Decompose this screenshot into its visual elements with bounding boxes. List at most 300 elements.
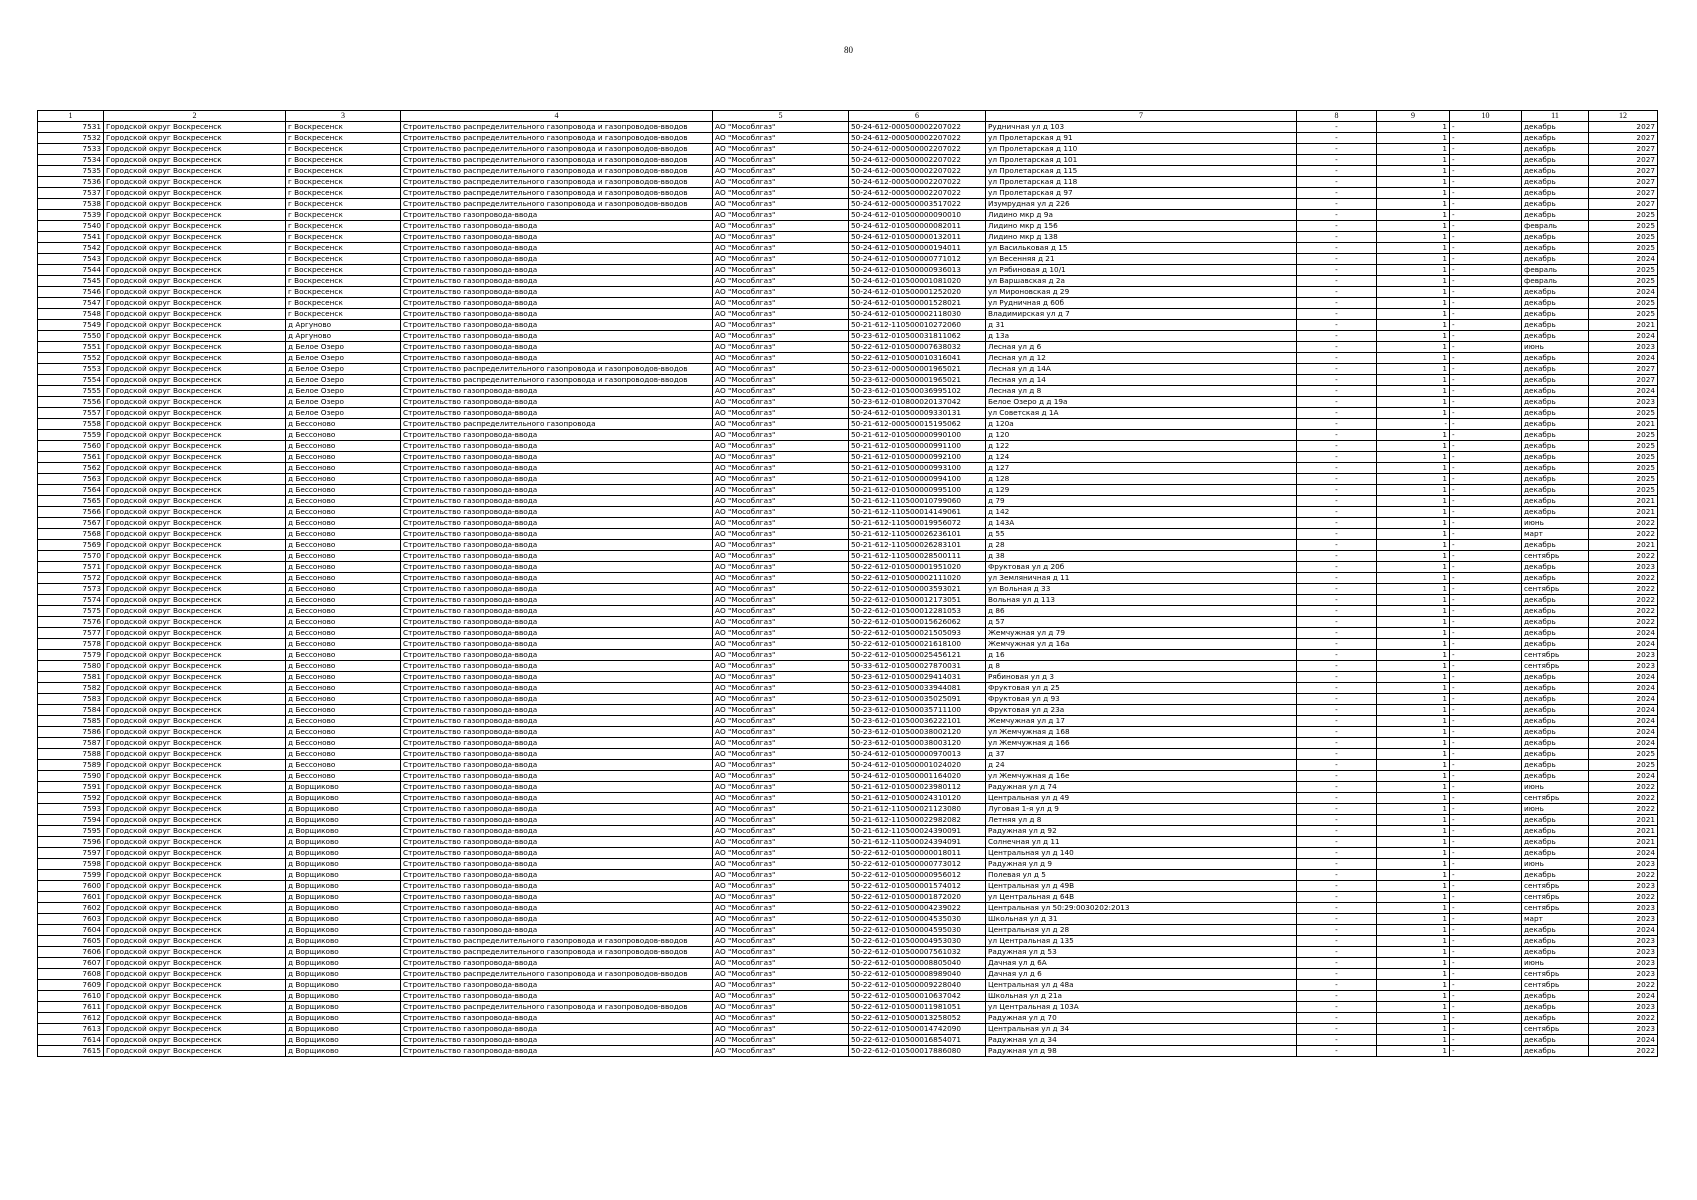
table-cell: декабрь bbox=[1522, 452, 1589, 463]
table-cell: - bbox=[1450, 133, 1522, 144]
table-cell: д 13а bbox=[986, 331, 1297, 342]
table-cell: 7541 bbox=[38, 232, 104, 243]
table-cell: 1 bbox=[1377, 815, 1450, 826]
table-cell: 50-21-612-010500024310120 bbox=[849, 793, 986, 804]
table-cell: Строительство газопровода-ввода bbox=[401, 496, 713, 507]
table-cell: г Воскресенск bbox=[286, 265, 401, 276]
table-cell: 1 bbox=[1377, 826, 1450, 837]
table-cell: - bbox=[1450, 441, 1522, 452]
table-cell: ул Весенняя д 21 bbox=[986, 254, 1297, 265]
table-cell: декабрь bbox=[1522, 771, 1589, 782]
table-cell: 7570 bbox=[38, 551, 104, 562]
table-row bbox=[38, 727, 1658, 738]
table-cell: - bbox=[1450, 298, 1522, 309]
table-cell: - bbox=[1450, 881, 1522, 892]
table-cell: декабрь bbox=[1522, 375, 1589, 386]
table-cell: 1 bbox=[1377, 265, 1450, 276]
table-cell: 2021 bbox=[1589, 419, 1658, 430]
table-cell: д Бессоново bbox=[286, 661, 401, 672]
table-cell: АО "Мособлгаз" bbox=[713, 276, 849, 287]
table-cell: д Ворщиково bbox=[286, 782, 401, 793]
table-cell: д Ворщиково bbox=[286, 1013, 401, 1024]
table-cell: - bbox=[1450, 848, 1522, 859]
table-cell: АО "Мособлгаз" bbox=[713, 144, 849, 155]
table-cell: 7543 bbox=[38, 254, 104, 265]
table-cell: - bbox=[1450, 144, 1522, 155]
table-cell: - bbox=[1297, 397, 1377, 408]
table-cell: - bbox=[1297, 826, 1377, 837]
table-cell: 2024 bbox=[1589, 386, 1658, 397]
table-cell: 1 bbox=[1377, 177, 1450, 188]
table-cell: декабрь bbox=[1522, 848, 1589, 859]
table-cell: 7596 bbox=[38, 837, 104, 848]
table-row bbox=[38, 562, 1658, 573]
table-cell: 2027 bbox=[1589, 166, 1658, 177]
table-cell: - bbox=[1450, 452, 1522, 463]
table-cell: 50-22-612-010500004535030 bbox=[849, 914, 986, 925]
table-row bbox=[38, 1002, 1658, 1013]
table-cell: 1 bbox=[1377, 188, 1450, 199]
table-cell: 7599 bbox=[38, 870, 104, 881]
table-cell: 2024 bbox=[1589, 639, 1658, 650]
table-cell: Строительство газопровода-ввода bbox=[401, 727, 713, 738]
table-cell: 50-24-612-010500009330131 bbox=[849, 408, 986, 419]
table-cell: Городской округ Воскресенск bbox=[104, 342, 286, 353]
table-cell: Городской округ Воскресенск bbox=[104, 606, 286, 617]
table-cell: Строительство газопровода-ввода bbox=[401, 232, 713, 243]
table-cell: Лесная ул д 14 bbox=[986, 375, 1297, 386]
table-cell: Городской округ Воскресенск bbox=[104, 694, 286, 705]
table-cell: Городской округ Воскресенск bbox=[104, 122, 286, 133]
table-cell: Лидино мкр д 156 bbox=[986, 221, 1297, 232]
table-cell: - bbox=[1450, 650, 1522, 661]
table-row bbox=[38, 133, 1658, 144]
table-cell: июнь bbox=[1522, 804, 1589, 815]
table-cell: 1 bbox=[1377, 892, 1450, 903]
table-cell: 2022 bbox=[1589, 529, 1658, 540]
table-cell: декабрь bbox=[1522, 1046, 1589, 1057]
table-cell: Городской округ Воскресенск bbox=[104, 727, 286, 738]
table-cell: д 28 bbox=[986, 540, 1297, 551]
table-cell: 50-22-612-010500000956012 bbox=[849, 870, 986, 881]
table-cell: - bbox=[1297, 177, 1377, 188]
table-cell: 2021 bbox=[1589, 826, 1658, 837]
table-cell: Городской округ Воскресенск bbox=[104, 518, 286, 529]
table-cell: - bbox=[1450, 265, 1522, 276]
table-cell: - bbox=[1450, 166, 1522, 177]
table-cell: - bbox=[1297, 606, 1377, 617]
table-row bbox=[38, 463, 1658, 474]
table-cell: - bbox=[1297, 1024, 1377, 1035]
table-cell: - bbox=[1450, 551, 1522, 562]
table-cell: д Бессоново bbox=[286, 738, 401, 749]
table-cell: 1 bbox=[1377, 397, 1450, 408]
table-cell: - bbox=[1450, 705, 1522, 716]
table-cell: АО "Мособлгаз" bbox=[713, 573, 849, 584]
table-cell: 1 bbox=[1377, 276, 1450, 287]
table-cell: - bbox=[1450, 1002, 1522, 1013]
table-cell: Городской округ Воскресенск bbox=[104, 683, 286, 694]
table-cell: 7554 bbox=[38, 375, 104, 386]
table-cell: 50-23-612-010500035025091 bbox=[849, 694, 986, 705]
table-cell: - bbox=[1297, 485, 1377, 496]
table-row bbox=[38, 144, 1658, 155]
table-cell: 7564 bbox=[38, 485, 104, 496]
table-cell: 2024 bbox=[1589, 1035, 1658, 1046]
table-cell: - bbox=[1450, 188, 1522, 199]
table-cell: Строительство газопровода-ввода bbox=[401, 1024, 713, 1035]
table-cell: 50-22-612-010500025456121 bbox=[849, 650, 986, 661]
table-cell: Строительство распределительного газопровода и газопроводов-вводов bbox=[401, 1002, 713, 1013]
table-cell: декабрь bbox=[1522, 573, 1589, 584]
table-cell: - bbox=[1297, 144, 1377, 155]
table-cell: АО "Мособлгаз" bbox=[713, 397, 849, 408]
table-cell: 7586 bbox=[38, 727, 104, 738]
table-cell: АО "Мособлгаз" bbox=[713, 463, 849, 474]
table-cell: 50-23-612-010500038002120 bbox=[849, 727, 986, 738]
table-cell: д Бессоново bbox=[286, 507, 401, 518]
table-cell: 7559 bbox=[38, 430, 104, 441]
table-cell: 7574 bbox=[38, 595, 104, 606]
table-cell: 7603 bbox=[38, 914, 104, 925]
table-cell: д Бессоново bbox=[286, 628, 401, 639]
table-cell: Городской округ Воскресенск bbox=[104, 716, 286, 727]
table-cell: 50-22-612-010500010637042 bbox=[849, 991, 986, 1002]
table-cell: - bbox=[1450, 914, 1522, 925]
table-row bbox=[38, 606, 1658, 617]
table-cell: - bbox=[1297, 441, 1377, 452]
table-cell: Городской округ Воскресенск bbox=[104, 1013, 286, 1024]
table-cell: Радужная ул д 92 bbox=[986, 826, 1297, 837]
table-cell: Городской округ Воскресенск bbox=[104, 1035, 286, 1046]
table-cell: 50-24-612-000500002207022 bbox=[849, 122, 986, 133]
table-cell: 2023 bbox=[1589, 859, 1658, 870]
table-cell: 2024 bbox=[1589, 925, 1658, 936]
table-cell: 2024 bbox=[1589, 694, 1658, 705]
table-cell: 7536 bbox=[38, 177, 104, 188]
table-cell: 2022 bbox=[1589, 1013, 1658, 1024]
table-cell: 1 bbox=[1377, 727, 1450, 738]
table-cell: - bbox=[1297, 210, 1377, 221]
table-cell: 7561 bbox=[38, 452, 104, 463]
table-cell: - bbox=[1450, 870, 1522, 881]
table-cell: - bbox=[1450, 232, 1522, 243]
table-cell: - bbox=[1450, 177, 1522, 188]
table-cell: АО "Мособлгаз" bbox=[713, 342, 849, 353]
table-cell: 2023 bbox=[1589, 562, 1658, 573]
table-cell: - bbox=[1450, 595, 1522, 606]
table-cell: Строительство газопровода-ввода bbox=[401, 694, 713, 705]
table-cell: АО "Мособлгаз" bbox=[713, 177, 849, 188]
table-cell: июнь bbox=[1522, 958, 1589, 969]
table-cell: 2027 bbox=[1589, 364, 1658, 375]
table-cell: д Ворщиково bbox=[286, 903, 401, 914]
table-cell: Городской округ Воскресенск bbox=[104, 562, 286, 573]
table-cell: 7551 bbox=[38, 342, 104, 353]
table-cell: Строительство газопровода-ввода bbox=[401, 771, 713, 782]
table-cell: - bbox=[1450, 155, 1522, 166]
table-cell: - bbox=[1450, 375, 1522, 386]
table-cell: 2022 bbox=[1589, 518, 1658, 529]
table-cell: 2024 bbox=[1589, 287, 1658, 298]
table-cell: 50-21-612-010500000995100 bbox=[849, 485, 986, 496]
table-cell: 2022 bbox=[1589, 870, 1658, 881]
table-cell: июнь bbox=[1522, 859, 1589, 870]
table-cell: д Ворщиково bbox=[286, 892, 401, 903]
table-cell: Строительство распределительного газопровода bbox=[401, 419, 713, 430]
table-cell: АО "Мособлгаз" bbox=[713, 606, 849, 617]
table-cell: 7542 bbox=[38, 243, 104, 254]
table-row bbox=[38, 881, 1658, 892]
table-cell: Городской округ Воскресенск bbox=[104, 826, 286, 837]
table-cell: 1 bbox=[1377, 518, 1450, 529]
table-cell: 2024 bbox=[1589, 331, 1658, 342]
table-cell: 7600 bbox=[38, 881, 104, 892]
table-cell: Городской округ Воскресенск bbox=[104, 188, 286, 199]
table-cell: 2021 bbox=[1589, 320, 1658, 331]
table-cell: Строительство газопровода-ввода bbox=[401, 958, 713, 969]
table-cell: ул Жемчужная д 168 bbox=[986, 727, 1297, 738]
table-cell: - bbox=[1297, 661, 1377, 672]
table-cell: 1 bbox=[1377, 870, 1450, 881]
table-cell: - bbox=[1450, 639, 1522, 650]
table-cell: - bbox=[1297, 716, 1377, 727]
table-cell: д Бессоново bbox=[286, 441, 401, 452]
table-cell: - bbox=[1450, 199, 1522, 210]
table-cell: Городской округ Воскресенск bbox=[104, 903, 286, 914]
table-cell: 50-21-612-110500010799060 bbox=[849, 496, 986, 507]
table-cell: - bbox=[1450, 903, 1522, 914]
table-cell: 2022 bbox=[1589, 782, 1658, 793]
table-cell: АО "Мособлгаз" bbox=[713, 364, 849, 375]
table-cell: Строительство газопровода-ввода bbox=[401, 551, 713, 562]
table-cell: 1 bbox=[1377, 540, 1450, 551]
table-cell: д Ворщиково bbox=[286, 1035, 401, 1046]
table-cell: 2025 bbox=[1589, 221, 1658, 232]
table-cell: д Бессоново bbox=[286, 518, 401, 529]
table-cell: 2023 bbox=[1589, 881, 1658, 892]
column-header: 5 bbox=[713, 111, 849, 122]
table-cell: декабрь bbox=[1522, 683, 1589, 694]
table-cell: д 143А bbox=[986, 518, 1297, 529]
table-cell: Строительство газопровода-ввода bbox=[401, 276, 713, 287]
table-cell: Строительство газопровода-ввода bbox=[401, 540, 713, 551]
table-cell: 7556 bbox=[38, 397, 104, 408]
table-row bbox=[38, 485, 1658, 496]
column-header: 9 bbox=[1377, 111, 1450, 122]
table-cell: декабрь bbox=[1522, 309, 1589, 320]
table-cell: Строительство газопровода-ввода bbox=[401, 738, 713, 749]
table-cell: ул Мироновская д 29 bbox=[986, 287, 1297, 298]
table-cell: 1 bbox=[1377, 991, 1450, 1002]
table-cell: - bbox=[1297, 518, 1377, 529]
table-cell: декабрь bbox=[1522, 419, 1589, 430]
table-cell: 7560 bbox=[38, 441, 104, 452]
table-row bbox=[38, 518, 1658, 529]
table-cell: 1 bbox=[1377, 617, 1450, 628]
table-cell: 1 bbox=[1377, 661, 1450, 672]
table-cell: - bbox=[1297, 881, 1377, 892]
table-cell: АО "Мособлгаз" bbox=[713, 804, 849, 815]
table-cell: 1 bbox=[1377, 320, 1450, 331]
table-cell: Городской округ Воскресенск bbox=[104, 474, 286, 485]
table-cell: - bbox=[1450, 353, 1522, 364]
table-cell: г Воскресенск bbox=[286, 243, 401, 254]
table-cell: д Бессоново bbox=[286, 463, 401, 474]
table-cell: д Белое Озеро bbox=[286, 375, 401, 386]
table-cell: Городской округ Воскресенск bbox=[104, 221, 286, 232]
table-cell: г Воскресенск bbox=[286, 122, 401, 133]
table-cell: Строительство газопровода-ввода bbox=[401, 980, 713, 991]
table-row bbox=[38, 584, 1658, 595]
table-cell: 2021 bbox=[1589, 837, 1658, 848]
table-cell: д Ворщиково bbox=[286, 1002, 401, 1013]
table-cell: - bbox=[1450, 331, 1522, 342]
table-cell: ул Жемчужная д 166 bbox=[986, 738, 1297, 749]
table-cell: декабрь bbox=[1522, 606, 1589, 617]
table-cell: АО "Мособлгаз" bbox=[713, 452, 849, 463]
table-cell: Городской округ Воскресенск bbox=[104, 232, 286, 243]
table-cell: Строительство газопровода-ввода bbox=[401, 584, 713, 595]
table-cell: 7558 bbox=[38, 419, 104, 430]
table-cell: Строительство газопровода-ввода bbox=[401, 562, 713, 573]
table-cell: - bbox=[1450, 727, 1522, 738]
table-cell: декабрь bbox=[1522, 639, 1589, 650]
table-cell: 2024 bbox=[1589, 683, 1658, 694]
table-cell: - bbox=[1297, 276, 1377, 287]
table-cell: Строительство газопровода-ввода bbox=[401, 386, 713, 397]
table-cell: 7582 bbox=[38, 683, 104, 694]
table-cell: д Ворщиково bbox=[286, 870, 401, 881]
table-cell: декабрь bbox=[1522, 177, 1589, 188]
table-cell: д Бессоново bbox=[286, 749, 401, 760]
table-cell: - bbox=[1450, 859, 1522, 870]
page-number: 80 bbox=[844, 45, 853, 55]
table-cell: 7588 bbox=[38, 749, 104, 760]
table-cell: 1 bbox=[1377, 738, 1450, 749]
table-cell: Строительство газопровода-ввода bbox=[401, 463, 713, 474]
table-cell: Строительство газопровода-ввода bbox=[401, 452, 713, 463]
table-cell: 2022 bbox=[1589, 980, 1658, 991]
table-cell: - bbox=[1450, 221, 1522, 232]
table-row bbox=[38, 430, 1658, 441]
table-cell: декабрь bbox=[1522, 199, 1589, 210]
table-cell: Строительство газопровода-ввода bbox=[401, 683, 713, 694]
table-cell: д 24 bbox=[986, 760, 1297, 771]
table-cell: Городской округ Воскресенск bbox=[104, 155, 286, 166]
table-cell: 1 bbox=[1377, 364, 1450, 375]
table-cell: 1 bbox=[1377, 947, 1450, 958]
table-cell: д Ворщиково bbox=[286, 793, 401, 804]
table-cell: АО "Мособлгаз" bbox=[713, 584, 849, 595]
table-cell: 2025 bbox=[1589, 474, 1658, 485]
table-cell: 2025 bbox=[1589, 298, 1658, 309]
table-cell: Строительство газопровода-ввода bbox=[401, 518, 713, 529]
table-cell: 1 bbox=[1377, 859, 1450, 870]
table-cell: АО "Мособлгаз" bbox=[713, 166, 849, 177]
table-cell: д Бессоново bbox=[286, 529, 401, 540]
table-cell: Радужная ул д 98 bbox=[986, 1046, 1297, 1057]
table-cell: 2025 bbox=[1589, 749, 1658, 760]
table-cell: - bbox=[1450, 628, 1522, 639]
table-cell: д Бессоново bbox=[286, 496, 401, 507]
table-cell: Городской округ Воскресенск bbox=[104, 925, 286, 936]
table-cell: д Ворщиково bbox=[286, 1046, 401, 1057]
table-cell: ул Пролетарская д 97 bbox=[986, 188, 1297, 199]
table-cell: АО "Мособлгаз" bbox=[713, 441, 849, 452]
table-cell: 50-24-612-000500002207022 bbox=[849, 177, 986, 188]
table-cell: 50-22-612-010500008805040 bbox=[849, 958, 986, 969]
table-cell: д 37 bbox=[986, 749, 1297, 760]
table-cell: 50-23-612-010500036222101 bbox=[849, 716, 986, 727]
table-cell: Строительство газопровода-ввода bbox=[401, 716, 713, 727]
table-cell: д Ворщиково bbox=[286, 969, 401, 980]
table-cell: - bbox=[1297, 199, 1377, 210]
table-cell: Строительство газопровода-ввода bbox=[401, 529, 713, 540]
table-cell: д 120 bbox=[986, 430, 1297, 441]
table-cell: 1 bbox=[1377, 485, 1450, 496]
table-cell: март bbox=[1522, 529, 1589, 540]
table-cell: г Воскресенск bbox=[286, 287, 401, 298]
table-cell: 1 bbox=[1377, 936, 1450, 947]
table-cell: 1 bbox=[1377, 760, 1450, 771]
table-cell: 50-22-612-010500001574012 bbox=[849, 881, 986, 892]
table-cell: Строительство газопровода-ввода bbox=[401, 925, 713, 936]
table-cell: декабрь bbox=[1522, 947, 1589, 958]
table-cell: - bbox=[1297, 848, 1377, 859]
table-cell: - bbox=[1450, 1013, 1522, 1024]
table-cell: д 128 bbox=[986, 474, 1297, 485]
table-cell: 2022 bbox=[1589, 617, 1658, 628]
table-cell: 1 bbox=[1377, 474, 1450, 485]
table-cell: Полевая ул д 5 bbox=[986, 870, 1297, 881]
table-cell: декабрь bbox=[1522, 870, 1589, 881]
table-cell: д Белое Озеро bbox=[286, 364, 401, 375]
table-cell: декабрь bbox=[1522, 617, 1589, 628]
table-cell: декабрь bbox=[1522, 287, 1589, 298]
table-cell: 2024 bbox=[1589, 848, 1658, 859]
table-cell: Городской округ Воскресенск bbox=[104, 551, 286, 562]
table-cell: АО "Мособлгаз" bbox=[713, 595, 849, 606]
table-cell: Строительство распределительного газопровода и газопроводов-вводов bbox=[401, 199, 713, 210]
table-cell: 1 bbox=[1377, 672, 1450, 683]
table-cell: Строительство распределительного газопровода и газопроводов-вводов bbox=[401, 947, 713, 958]
table-cell: Городской округ Воскресенск bbox=[104, 782, 286, 793]
table-cell: д 124 bbox=[986, 452, 1297, 463]
table-cell: 50-24-612-010500000132011 bbox=[849, 232, 986, 243]
table-cell: декабрь bbox=[1522, 474, 1589, 485]
table-cell: 50-23-612-010500036995102 bbox=[849, 386, 986, 397]
table-cell: - bbox=[1297, 947, 1377, 958]
table-cell: ул Пролетарская д 110 bbox=[986, 144, 1297, 155]
table-cell: Городской округ Воскресенск bbox=[104, 848, 286, 859]
table-cell: - bbox=[1297, 1035, 1377, 1046]
table-cell: 50-22-612-010500000018011 bbox=[849, 848, 986, 859]
table-cell: Городской округ Воскресенск bbox=[104, 661, 286, 672]
table-cell: 50-21-612-110500021123080 bbox=[849, 804, 986, 815]
table-cell: АО "Мособлгаз" bbox=[713, 925, 849, 936]
table-cell: Городской округ Воскресенск bbox=[104, 892, 286, 903]
table-row bbox=[38, 925, 1658, 936]
table-cell: 1 bbox=[1377, 122, 1450, 133]
table-cell: 7614 bbox=[38, 1035, 104, 1046]
table-cell: сентябрь bbox=[1522, 793, 1589, 804]
table-cell: АО "Мособлгаз" bbox=[713, 232, 849, 243]
table-cell: 2023 bbox=[1589, 661, 1658, 672]
table-cell: 50-24-612-000500002207022 bbox=[849, 166, 986, 177]
table-cell: АО "Мособлгаз" bbox=[713, 408, 849, 419]
table-cell: 50-24-612-010500001528021 bbox=[849, 298, 986, 309]
